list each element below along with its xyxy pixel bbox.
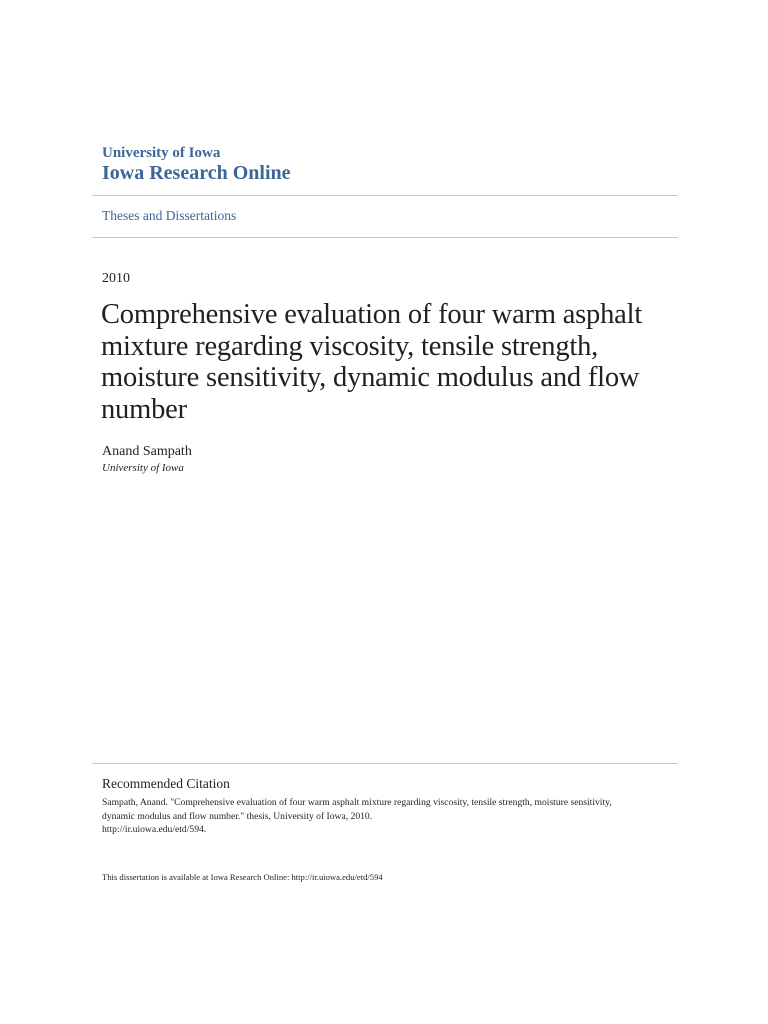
citation-line: Sampath, Anand. "Comprehensive evaluation of four warm asphalt mixture regarding viscosity, tensile strength, moisture sensitivity, [102,797,612,808]
availability-note [102,871,383,883]
availability-url-link[interactable]: http://ir.uiowa.edu/etd/594 [291,872,383,882]
repository-name[interactable]: Iowa Research Online [102,162,291,184]
institution-name[interactable]: University of Iowa [102,145,221,161]
citation-divider [92,763,678,764]
document-title: Comprehensive evaluation of four warm asphalt mixture regarding viscosity, tensile strength, moisture sensitivity, dynamic modulus and flow number [101,299,643,425]
citation-text [102,796,672,837]
collection-divider [92,237,678,238]
header-divider [92,195,678,196]
citation-url-link[interactable]: http://ir.uiowa.edu/etd/594. [102,824,207,835]
availability-prefix: This dissertation is available at Iowa Research Online: [102,872,292,882]
citation-heading: Recommended Citation [102,776,230,791]
publication-year: 2010 [102,271,130,286]
author-affiliation: University of Iowa [102,462,184,474]
collection-link[interactable]: Theses and Dissertations [102,208,237,223]
author-name: Anand Sampath [102,444,192,459]
citation-line: dynamic modulus and flow number." thesis, University of Iowa, 2010. [102,810,373,822]
